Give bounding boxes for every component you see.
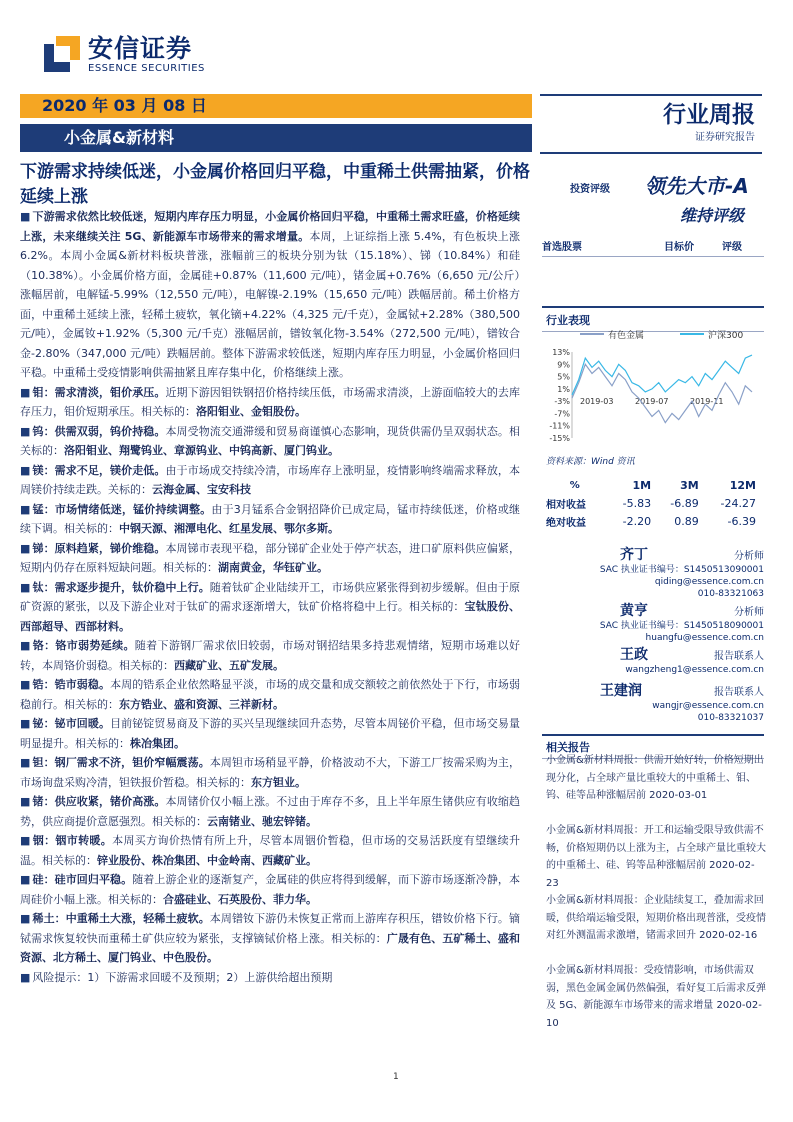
paragraph-text: 本周受物流交通滞缓和贸易商谨慎心态影响，现货供需仍呈双弱状态。相关标的： [20, 424, 520, 457]
analyst-name: 王政 [620, 647, 648, 663]
related-item[interactable]: 小金属&新材料周报：供需开始好转，价格短期出现分化，占全球产量比重较大的中重稀土、钼、钨、硅等品种涨幅居前 2020-03-01 [546, 755, 764, 801]
related-targets: 洛阳钼业、金钼股份。 [196, 405, 306, 418]
perf-col: 1M [632, 478, 652, 492]
body-paragraph [20, 383, 520, 422]
perf-col: % [569, 479, 580, 491]
related-targets: 广晟有色、五矿稀土、盛和资源、北方稀土、厦门钨业、中色股份。 [20, 931, 520, 964]
y-tick-label: -7% [554, 409, 570, 419]
x-tick-label: 2019-07 [635, 397, 669, 407]
bullet-icon: ■ [20, 541, 31, 555]
analyst-cert: SAC 执业证书编号：S1450518090001 [599, 621, 764, 631]
paragraph-text: 本周锑市表现平稳，部分锑矿企业处于停产状态，进口矿原料供应偏紧，短期内仍存在原料短缺问题。相关标的： [20, 541, 520, 574]
page-number: 1 [393, 1072, 399, 1082]
perf-row-label: 相对收益 [546, 499, 586, 511]
report-subtype: 证券研究报告 [695, 132, 755, 143]
rating-maintain: 维持评级 [680, 206, 745, 225]
analyst-email[interactable]: huangfu@essence.com.cn [645, 633, 764, 643]
analyst-email[interactable]: wangjr@essence.com.cn [652, 701, 764, 711]
y-tick-label: 9% [557, 360, 570, 370]
perf-table [546, 476, 762, 530]
x-tick-label: 2019-03 [580, 397, 614, 407]
bullet-icon: ■ [20, 424, 31, 438]
analyst-card [560, 644, 764, 676]
related-targets: 合盛硅业、石英股份、菲力华。 [163, 892, 317, 906]
paragraph-keyword: 钛：需求逐步提升，钛价稳中上行。 [32, 580, 210, 594]
related-targets: 宝钛股份、西部超导、西部材料。 [20, 600, 521, 633]
report-subject: 小金属&新材料 [20, 124, 532, 152]
body-paragraph [20, 870, 520, 909]
body-paragraph [20, 753, 520, 792]
perf-col: 3M [680, 478, 699, 492]
body-paragraph [20, 539, 520, 578]
analyst-role: 分析师 [734, 551, 764, 562]
paragraph-text: 随着钛矿企业陆续开工，市场供应紧张得到初步缓解。但由于原矿资源的紧张，以及下游企业对于钛矿的需求逐渐增大，钛矿价格将稳中上行。相关标的： [20, 580, 521, 613]
analyst-cert: SAC 执业证书编号：S1450513090001 [599, 565, 764, 575]
y-tick-label: -3% [554, 397, 570, 407]
related-item[interactable]: 小金属&新材料周报：开工和运输受限导致供需不畅，价格短期仍以上涨为主，占全球产量比重较大的中重稀土、硅、钨等品种涨幅居前 2020-02-23 [546, 825, 766, 889]
analyst-phone: 010-83321037 [697, 713, 764, 723]
perf-cell: -2.20 [622, 514, 652, 528]
body-paragraph [20, 422, 520, 461]
body-paragraph [20, 578, 520, 637]
paragraph-keyword: 下游需求依然比较低迷，短期内库存压力明显，小金属价格回归平稳，中重稀土需求旺盛，价格延续上涨，未来继续关注 5G、新能源车市场带来的需求增量。 [20, 210, 520, 243]
bullet-icon: ■ [20, 795, 31, 808]
analyst-name: 黄亨 [620, 603, 648, 619]
bullet-icon: ■ [20, 970, 31, 984]
analyst-phone: 010-83321063 [697, 589, 764, 599]
perf-cell: -6.39 [727, 514, 756, 528]
bullet-icon: ■ [20, 210, 31, 223]
bullet-icon: ■ [20, 873, 31, 886]
picks-target: 目标价 [664, 242, 694, 253]
paragraph-text: 本周镨钕下游仍未恢复正常而上游库存积压，镨钕价格下行。镝铽需求恢复较快而重稀土矿供应较为紧张，支撑镝铽价格上涨。相关标的： [20, 912, 521, 945]
paragraph-text: 随着上游企业的逐渐复产，金属硅的供应将得到缓解，而下游市场逐渐冷静，本周硅价小幅上涨。相关标的： [20, 873, 520, 906]
paragraph-text: 随着下游钢厂需求依旧较弱，市场对钢招结果多持悲观情绪，短期市场难以好转，本周铬价弱稳。相关标的： [20, 639, 520, 672]
body-paragraph [20, 909, 520, 968]
paragraph-keyword: 铬：铬市弱势延续。 [32, 639, 135, 652]
series-line [572, 364, 752, 422]
report-date: 2020 年 03 月 08 日 [20, 94, 532, 118]
paragraph-text: 近期下游因钼铁钢招价格持续压低，市场需求清淡，上游面临较大的去库存压力，钼价短期承压。相关标的： [20, 385, 520, 418]
divider [540, 152, 762, 154]
paragraph-text: 本周，上证综指上涨 5.4%，有色板块上涨 6.2%。本周小金属&新材料板块普涨，涨幅前三的板块分别为钛（15.18%）、锑（10.84%）和硅（10.38%）。小金属价格方面，金属硅+0.87%（11,600 元/吨），锗金属+0.76%（6,650 元/公斤）涨幅居前，电解锰-5.99%（12,550 元/吨），电解镍-2.19%（15,650 元/吨）跌幅居前。稀土价格方面，中重稀土延续上涨，轻稀土疲软，氧化镝+4.22%（4,325 元/千克），金属铽+2.28%（380,500 元/吨），金属钕+1.92%（5,300 元/千克）涨幅居前，镨钕氧化物-3.54%（272,500 元/吨），镨钕合金-2.80%（347,000 元/吨）跌幅居前。整体下游需求较低迷，短期内库存压力明显，小金属价格回归平稳。中重稀土受疫情影响供需抽紧且库存集中化，价格继续上涨。 [20, 229, 520, 379]
analyst-name: 齐丁 [620, 547, 648, 563]
bullet-icon: ■ [20, 580, 31, 594]
paragraph-text: 本周锗价仅小幅上涨。不过由于库存不多，且上半年原生锗供应有收缩趋势，供应商提价意愿强烈。相关标的： [20, 795, 520, 828]
perf-cell: 0.89 [674, 514, 699, 528]
rating-label: 投资评级 [570, 184, 610, 195]
related-targets: 云南锗业、驰宏锌锗。 [207, 814, 317, 828]
x-tick-label: 2019-11 [690, 397, 724, 407]
y-tick-label: -11% [549, 421, 570, 431]
legend-label: 沪深300 [708, 331, 744, 341]
related-targets: 西藏矿业、五矿发展。 [174, 658, 284, 672]
related-targets: 东方钽业。 [251, 775, 306, 789]
body-paragraph [20, 675, 520, 714]
related-targets: 云海金属、宝安科技 [152, 483, 251, 496]
y-tick-label: 1% [557, 384, 570, 394]
bullet-icon: ■ [20, 678, 31, 691]
related-header: 相关报告 [542, 734, 764, 759]
series-line [572, 355, 752, 395]
analyst-role: 报告联系人 [714, 687, 764, 698]
paragraph-keyword: 铋：铋市回暖。 [32, 717, 111, 730]
paragraph-keyword: 钽：钢厂需求不济，钽价窄幅震荡。 [32, 756, 210, 769]
body-paragraph [20, 500, 520, 539]
related-targets: 锌业股份、株冶集团、中金岭南、西藏矿业。 [97, 853, 317, 867]
perf-cell: -24.27 [720, 496, 756, 510]
report-type: 行业周报 [663, 102, 755, 128]
paragraph-keyword: 锗：供应收紧，锗价高涨。 [32, 795, 166, 808]
bullet-icon: ■ [20, 912, 31, 925]
brand-name-en: ESSENCE SECURITIES [88, 62, 205, 74]
paragraph-keyword: 钼：需求清淡，钼价承压。 [32, 385, 166, 399]
bullet-icon: ■ [20, 385, 31, 399]
picks-label: 首选股票 [542, 242, 582, 253]
analyst-name: 王建润 [600, 683, 642, 699]
analyst-email[interactable]: qiding@essence.com.cn [654, 577, 764, 587]
perf-row-label: 绝对收益 [546, 517, 586, 529]
body-paragraph [20, 207, 520, 383]
body-paragraph [20, 792, 520, 831]
brand-logo [42, 34, 205, 74]
bullet-icon: ■ [20, 463, 31, 477]
paragraph-keyword: 锰：市场情绪低迷，锰价持续调整。 [32, 502, 212, 516]
paragraph-text: 本周钽市场稍显平静，价格波动不大，下游工厂按需采购为主，市场询盘采购冷清，钽铁报价暂稳。相关标的： [20, 756, 521, 789]
perf-header: 行业表现 [542, 306, 764, 332]
related-item[interactable]: 小金属&新材料周报：受疫情影响，市场供需双弱，黑色金属金属仍然偏强，看好复工后需求反弹及 5G、新能源车市场带来的需求增量 2020-02-10 [546, 965, 766, 1029]
paragraph-text: 由于3月锰系合金钢招降价已成定局，锰市持续低迷，价格或继续下调。相关标的： [20, 502, 521, 535]
body-paragraph [20, 831, 520, 870]
perf-cell: -6.89 [670, 496, 699, 510]
analyst-email[interactable]: wangzheng1@essence.com.cn [625, 665, 764, 675]
bullet-icon: ■ [20, 502, 31, 516]
paragraph-text: 本周的锆系企业依然略显平淡，市场的成交量和成交额较之前依然处于下行，市场弱稳前行。相关标的： [20, 678, 521, 711]
body-paragraph [20, 461, 520, 500]
bullet-icon: ■ [20, 717, 31, 730]
paragraph-keyword: 镁：需求不足，镁价走低。 [32, 463, 166, 477]
related-targets: 湖南黄金，华钰矿业。 [218, 561, 328, 574]
body-paragraph [20, 636, 520, 675]
brand-name: 安信证券 [88, 33, 193, 63]
bullet-icon: ■ [20, 834, 31, 847]
paragraph-text: 本周买方询价热情有所上升，尽管本周铟价暂稳，但市场的交易活跃度有望继续升温。相关标的： [20, 834, 521, 867]
y-tick-label: -15% [549, 434, 570, 443]
related-targets: 洛阳钼业、翔鹭钨业、章源钨业、中钨高新、厦门钨业。 [64, 444, 339, 457]
paragraph-text: 目前铋锭贸易商及下游的买兴呈现继续回升态势，尽管本周铋价平稳，但市场交易量明显提升。相关标的： [20, 717, 521, 750]
perf-cell: -5.83 [622, 496, 652, 510]
brand-mark-icon [42, 34, 82, 74]
paragraph-text: 风险提示：1）下游需求回暖不及预期；2）上游供给超出预期 [32, 970, 333, 984]
paragraph-keyword: 硅：硅市回归平稳。 [32, 873, 133, 886]
legend-label: 有色金属 [608, 331, 645, 341]
related-targets: 中钢天源、湘潭电化、红星发展、鄂尔多斯。 [119, 522, 339, 535]
paragraph-keyword: 锆：锆市弱稳。 [32, 678, 111, 691]
analyst-card [560, 680, 764, 724]
body-paragraph [20, 968, 520, 988]
performance-chart [546, 328, 762, 450]
y-tick-label: 13% [552, 348, 570, 357]
picks-rating: 评级 [722, 242, 742, 253]
paragraph-keyword: 稀土：中重稀土大涨，轻稀土疲软。 [32, 912, 210, 925]
y-tick-label: 5% [557, 372, 570, 382]
rating-value: 领先大市-A [645, 174, 749, 198]
related-targets: 株冶集团。 [130, 736, 185, 750]
headline: 下游需求持续低迷，小金属价格回归平稳，中重稀土供需抽紧，价格延续上涨 [20, 162, 530, 207]
analyst-card [560, 544, 764, 600]
paragraph-keyword: 钨：供需双弱，钨价持稳。 [32, 424, 166, 438]
paragraph-text: 由于市场成交持续冷清，市场库存上涨明显，疫情影响终端需求释放，本周镁价持续走跌。关标的： [20, 463, 520, 496]
paragraph-keyword: 铟：铟市转暖。 [32, 834, 113, 847]
analyst-card [560, 600, 764, 644]
body-paragraph [20, 714, 520, 753]
perf-col: 12M [729, 478, 756, 492]
chart-source: 资料来源：Wind 资讯 [546, 457, 635, 467]
related-targets: 东方锆业、盛和资源、三祥新材。 [119, 697, 284, 711]
analyst-role: 报告联系人 [714, 651, 764, 662]
paragraph-keyword: 锑：原料趋紧，锑价维稳。 [32, 541, 166, 555]
related-item[interactable]: 小金属&新材料周报：企业陆续复工，叠加需求回暖，供给端运输受限，短期价格出现普涨，受疫情对红外测温需求激增，锗需求回升 2020-02-16 [546, 895, 766, 941]
analyst-role: 分析师 [734, 607, 764, 618]
body-text [20, 207, 520, 987]
bullet-icon: ■ [20, 639, 31, 652]
bullet-icon: ■ [20, 756, 31, 769]
picks-header [542, 238, 764, 257]
